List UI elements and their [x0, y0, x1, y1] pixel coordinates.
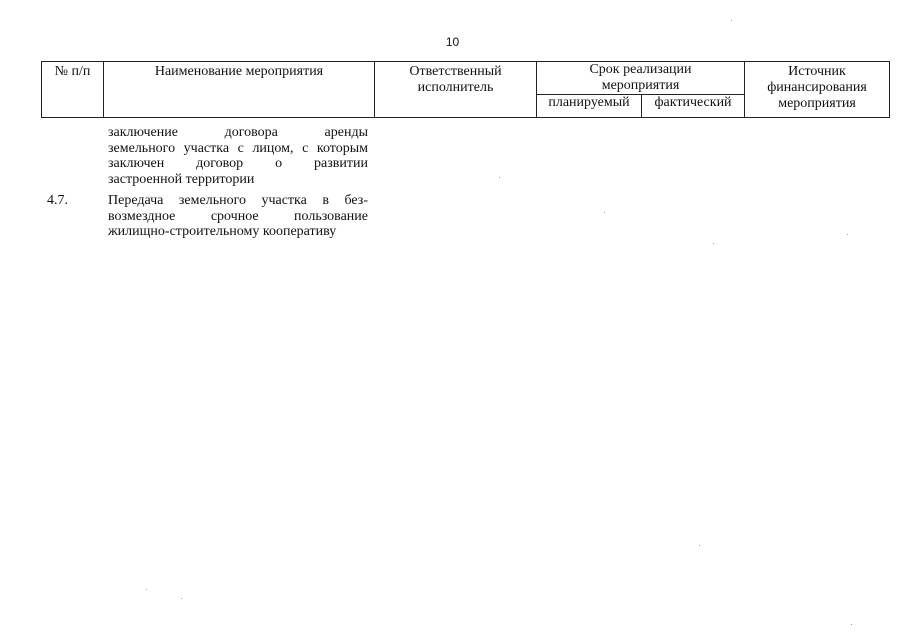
scan-speck [604, 212, 605, 213]
header-period [537, 62, 745, 95]
scan-speck [181, 598, 182, 599]
header-responsible [375, 62, 537, 118]
table-header [41, 61, 890, 118]
scan-speck [713, 243, 714, 244]
table-row [108, 193, 378, 240]
header-funding-source [745, 62, 890, 118]
row-text-line: Передача земельного участка в без- [108, 193, 368, 208]
scan-speck [499, 177, 500, 178]
header-source-line2: финансирования [767, 80, 867, 95]
scan-speck [847, 234, 848, 235]
row-text-line: земельного участка с лицом, с которым [108, 140, 368, 156]
row-text-line: заключен договор о развитии [108, 156, 368, 171]
row-number: 4.7. [47, 193, 68, 208]
header-responsible-line2: исполнитель [417, 80, 494, 95]
row-text-line: заключение договора аренды [108, 125, 368, 140]
page-number: 10 [445, 35, 460, 49]
row-text-line: застроенной территории [108, 171, 255, 187]
row-text-line: жилищно-строительному кооперативу [108, 224, 337, 239]
header-actual: фактический [642, 95, 745, 118]
header-period-line2: мероприятия [601, 78, 680, 93]
header-period-line1: Срок реализации [589, 62, 692, 77]
scan-speck [731, 20, 732, 21]
header-planned: планируемый [537, 95, 642, 118]
scan-speck [851, 624, 852, 625]
scan-speck [699, 545, 700, 546]
scan-speck [146, 589, 147, 590]
header-source-line1: Источник [788, 64, 846, 79]
header-source-line3: мероприятия [778, 96, 856, 111]
header-event-name: Наименование мероприятия [104, 62, 375, 118]
table-row-continuation [108, 125, 368, 187]
header-number: № п/п [42, 62, 104, 118]
row-text-line: возмездное срочное пользование [108, 208, 368, 224]
header-responsible-line1: Ответственный [409, 64, 502, 79]
